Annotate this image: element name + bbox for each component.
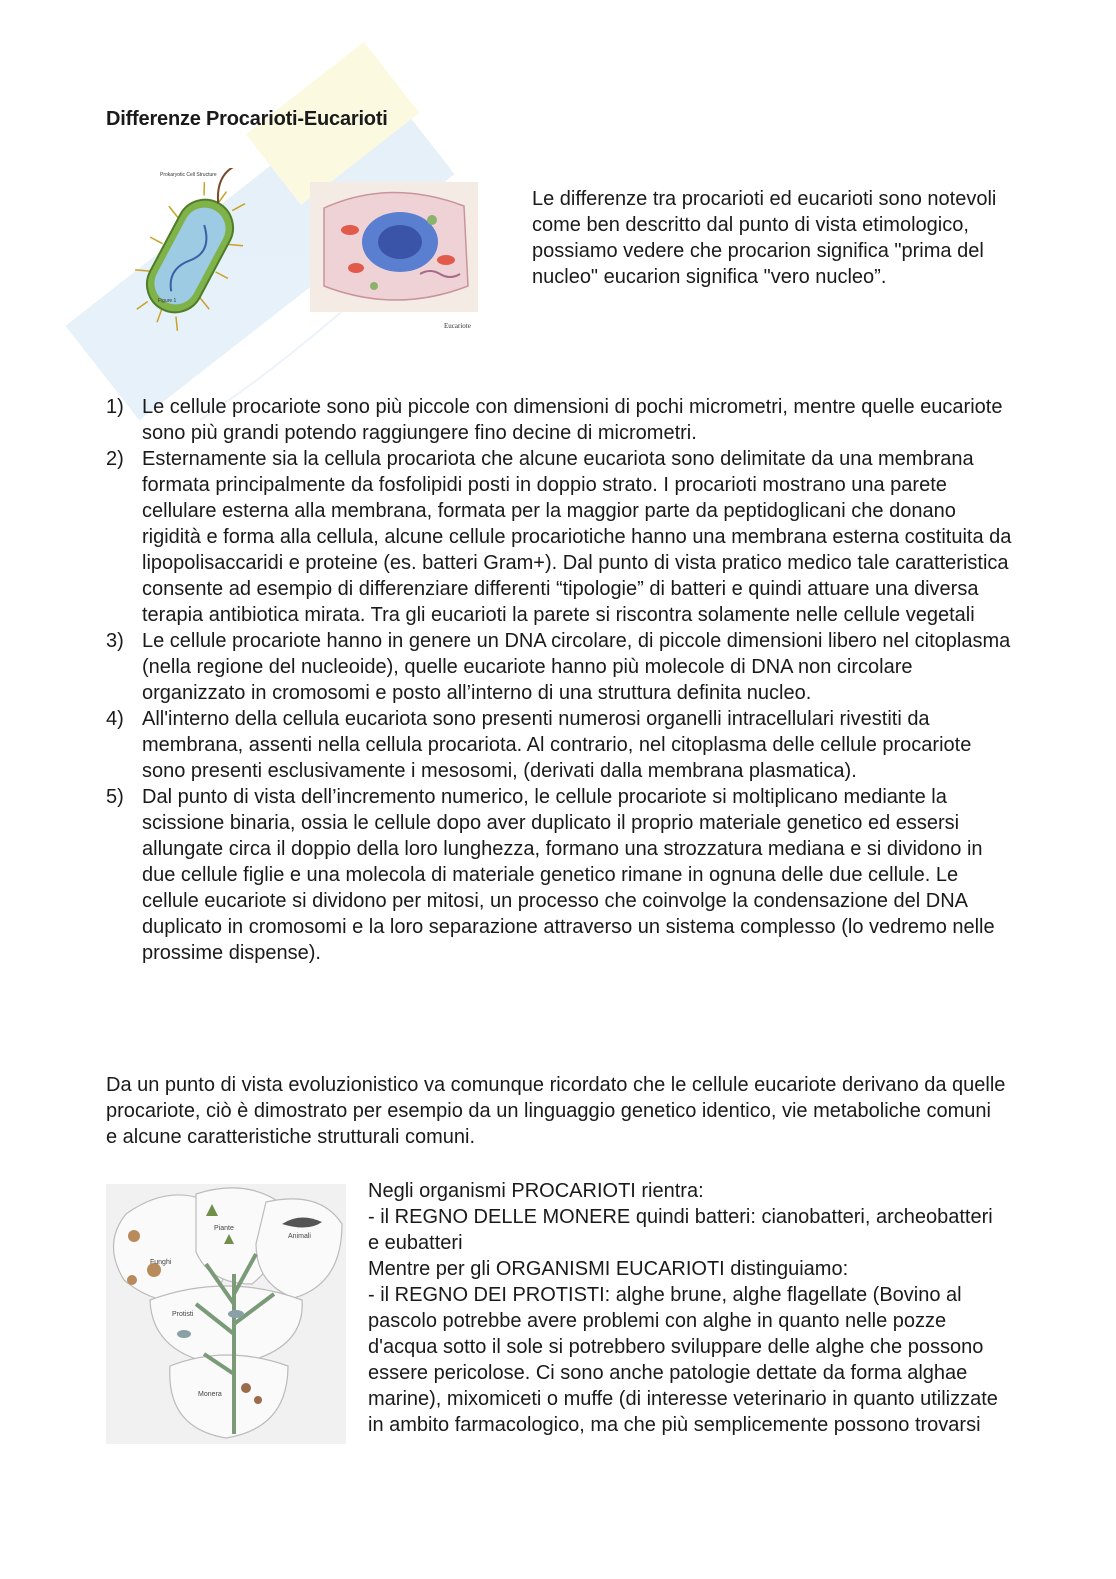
list-item-number: 4): [106, 708, 124, 730]
list-item-text: Le cellule procariote sono più piccole con dimensioni di pochi micrometri, mentre quelle eucariote sono più grandi potendo raggiungere fino decine di micrometri.: [142, 396, 1003, 444]
list-item-number: 5): [106, 786, 124, 808]
list-item: [106, 706, 1016, 784]
list-item-text: Le cellule procariote hanno in genere un DNA circolare, di piccole dimensioni libero nel citoplasma (nella regione del nucleoide), quelle eucariote hanno più molecole di DNA non circolare organizzato in cromosomi e posto all’interno di una struttura definita nucleo.: [142, 630, 1011, 704]
list-item-number: 3): [106, 630, 124, 652]
tree-label-animali: Animali: [288, 1233, 311, 1240]
list-item-number: 1): [106, 396, 124, 418]
prokaryote-cell-icon: [128, 168, 280, 336]
list-item-text: Dal punto di vista dell’incremento numerico, le cellule procariote si moltiplicano mediante la scissione binaria, ossia le cellule dopo aver duplicato il proprio materiale genetico ed essersi allungate circa il doppio della loro lunghezza, formano una strozzatura mediana e si dividono in due cellule figlie e una molecola di materiale genetico rimane in ognuna delle due cellule. Le cellule eucariote si dividono per mitosi, un processo che coinvolge la condensazione del DNA duplicato in cromosomi e la loro separazione attraverso un sistema complesso (lo vedremo nelle prossime dispense).: [142, 786, 995, 964]
tree-of-life-figure: [106, 1184, 346, 1444]
list-item-text: Esternamente sia la cellula procariota che alcune eucariota sono delimitate da una membrana formata principalmente da fosfolipidi posti in doppio strato. I procarioti mostrano una parete cellulare esterna alla membrana, formata per la maggior parte da peptidoglicani che donano rigidità e forma alla cellula, alcune cellule procariotiche hanno una membrana esterna costituita da lipopolisaccaridi e proteine (es. batteri Gram+). Dal punto di vista pratico medico tale caratteristica consente ad esempio di differenziare differenti “tipologie” di batteri e quindi attuare una diversa terapia antibiotica mirata. Tra gli eucarioti la parete si riscontra solamente nelle cellule vegetali: [142, 448, 1012, 626]
figure-number: Figure 1: [158, 298, 177, 304]
tree-label-protisti: Protisti: [172, 1311, 194, 1318]
kingdoms-line-protisti: - il REGNO DEI PROTISTI: alghe brune, alghe flagellate (Bovino al pascolo potrebbe avere problemi con alghe in quanto nelle pozze d'acqua sotto il sole si potrebbero sviluppare delle alghe che possono essere pericolose. Ci sono anche patologie dettate da forma alghae marine), mixomiceti o muffe (di interesse veterinario in quanto utilizzate in ambito farmacologico, ma che più semplicemente possono trovarsi: [368, 1284, 998, 1436]
list-item: [106, 446, 1016, 628]
eukaryote-cell-icon: [310, 182, 478, 312]
list-item: [106, 628, 1016, 706]
closing-paragraph: Da un punto di vista evoluzionistico va comunque ricordato che le cellule eucariote derivano da quelle procariote, ciò è dimostrato per esempio da un linguaggio genetico identico, vie metaboliche comuni e alcune caratteristiche strutturali comuni.: [106, 1074, 1006, 1148]
list-item: [106, 394, 1016, 446]
tree-label-monera: Monera: [198, 1391, 222, 1398]
kingdoms-paragraph: [368, 1178, 1008, 1438]
document-title: Differenze Procarioti-Eucarioti: [106, 108, 388, 130]
intro-paragraph: Le differenze tra procarioti ed eucarioti sono notevoli come ben descritto dal punto di vista etimologico, possiamo vedere che procarion significa "prima del nucleo" eucarion significa "vero nucleo”.: [532, 188, 997, 288]
eukaryote-caption: Eucariote: [444, 322, 471, 330]
cells-figure: [128, 168, 480, 336]
list-item-text: All'interno della cellula eucariota sono presenti numerosi organelli intracellulari rivestiti da membrana, assenti nella cellula procariota. Al contrario, nel citoplasma delle cellule procariote sono presenti esclusivamente i mesosomi, (derivati dalla membrana plasmatica).: [142, 708, 972, 782]
kingdoms-line-procarioti: Negli organismi PROCARIOTI rientra:: [368, 1180, 704, 1202]
list-item-number: 2): [106, 448, 124, 470]
differences-list: [106, 394, 1016, 966]
tree-label-funghi: Funghi: [150, 1259, 172, 1266]
prokaryote-heading: Prokaryotic Cell Structure: [160, 172, 217, 178]
kingdoms-line-monere: - il REGNO DELLE MONERE quindi batteri: cianobatteri, archeobatteri e eubatteri: [368, 1206, 993, 1254]
tree-label-piante: Piante: [214, 1225, 234, 1232]
kingdoms-line-eucarioti: Mentre per gli ORGANISMI EUCARIOTI distinguiamo:: [368, 1258, 849, 1280]
list-item: [106, 784, 1016, 966]
